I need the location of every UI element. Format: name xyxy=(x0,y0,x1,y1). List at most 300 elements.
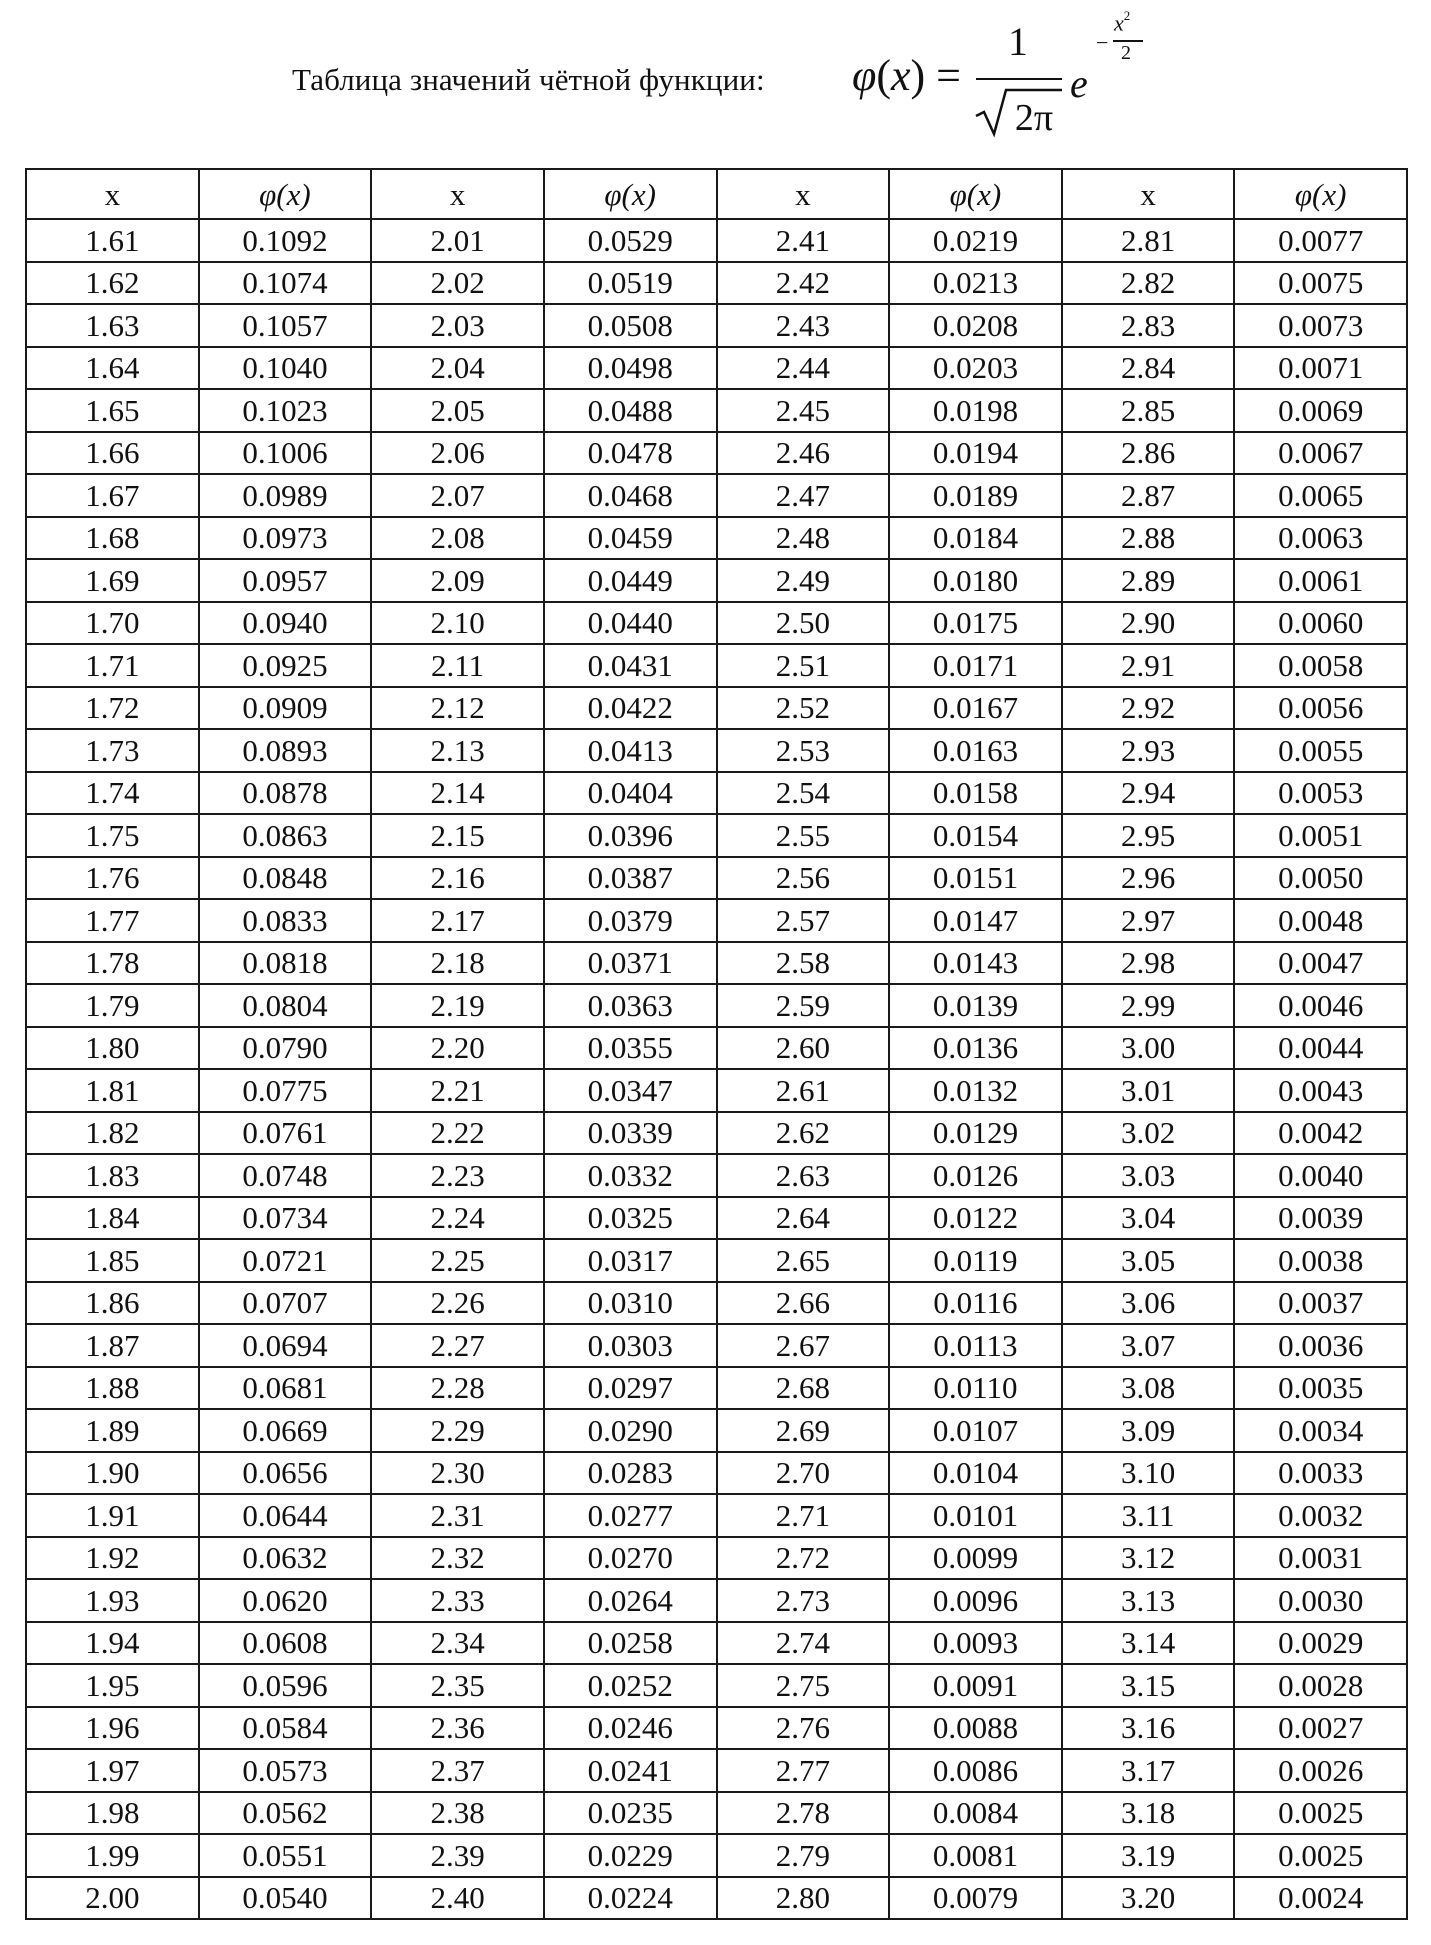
cell-phi: 0.0264 xyxy=(544,1579,717,1622)
cell-x: 2.41 xyxy=(717,219,890,262)
formula-numerator: 1 xyxy=(1008,19,1028,64)
cell-phi: 0.0488 xyxy=(544,389,717,432)
cell-x: 3.08 xyxy=(1062,1367,1235,1410)
cell-x: 2.89 xyxy=(1062,559,1235,602)
cell-phi: 0.0171 xyxy=(889,644,1062,687)
cell-phi: 0.0347 xyxy=(544,1069,717,1112)
table-row xyxy=(26,474,1407,517)
cell-x: 1.88 xyxy=(26,1367,199,1410)
cell-phi: 0.0096 xyxy=(889,1579,1062,1622)
cell-phi: 0.0093 xyxy=(889,1622,1062,1665)
table-row xyxy=(26,1622,1407,1665)
cell-x: 2.68 xyxy=(717,1367,890,1410)
table-row xyxy=(26,1282,1407,1325)
cell-x: 3.06 xyxy=(1062,1282,1235,1325)
cell-x: 2.90 xyxy=(1062,602,1235,645)
cell-x: 2.80 xyxy=(717,1877,890,1920)
cell-phi: 0.0025 xyxy=(1234,1792,1407,1835)
cell-x: 1.69 xyxy=(26,559,199,602)
cell-phi: 0.0303 xyxy=(544,1324,717,1367)
cell-phi: 0.0804 xyxy=(199,984,372,1027)
table-header-row xyxy=(26,169,1407,219)
cell-phi: 0.0058 xyxy=(1234,644,1407,687)
cell-x: 1.76 xyxy=(26,857,199,900)
cell-phi: 0.0099 xyxy=(889,1537,1062,1580)
cell-x: 2.19 xyxy=(371,984,544,1027)
cell-phi: 0.0042 xyxy=(1234,1112,1407,1155)
table-row xyxy=(26,1877,1407,1920)
cell-x: 2.05 xyxy=(371,389,544,432)
cell-phi: 0.0126 xyxy=(889,1154,1062,1197)
cell-phi: 0.0034 xyxy=(1234,1409,1407,1452)
cell-phi: 0.0038 xyxy=(1234,1239,1407,1282)
cell-phi: 0.0091 xyxy=(889,1664,1062,1707)
cell-x: 2.70 xyxy=(717,1452,890,1495)
cell-x: 2.61 xyxy=(717,1069,890,1112)
cell-x: 2.72 xyxy=(717,1537,890,1580)
cell-x: 1.89 xyxy=(26,1409,199,1452)
cell-x: 1.86 xyxy=(26,1282,199,1325)
cell-x: 2.99 xyxy=(1062,984,1235,1027)
cell-x: 2.79 xyxy=(717,1834,890,1877)
cell-phi: 0.0681 xyxy=(199,1367,372,1410)
formula-fraction-bar xyxy=(976,78,1062,80)
cell-x: 3.13 xyxy=(1062,1579,1235,1622)
cell-phi: 0.0863 xyxy=(199,814,372,857)
cell-x: 1.85 xyxy=(26,1239,199,1282)
cell-x: 1.90 xyxy=(26,1452,199,1495)
table-row xyxy=(26,1069,1407,1112)
cell-x: 3.17 xyxy=(1062,1749,1235,1792)
table-row xyxy=(26,559,1407,602)
cell-phi: 0.0551 xyxy=(199,1834,372,1877)
cell-phi: 0.0154 xyxy=(889,814,1062,857)
cell-x: 2.83 xyxy=(1062,304,1235,347)
cell-phi: 0.0139 xyxy=(889,984,1062,1027)
cell-x: 2.04 xyxy=(371,347,544,390)
cell-x: 1.99 xyxy=(26,1834,199,1877)
cell-phi: 0.0270 xyxy=(544,1537,717,1580)
cell-phi: 0.0031 xyxy=(1234,1537,1407,1580)
cell-x: 2.95 xyxy=(1062,814,1235,857)
table-row xyxy=(26,1664,1407,1707)
cell-x: 2.06 xyxy=(371,432,544,475)
cell-phi: 0.0180 xyxy=(889,559,1062,602)
cell-x: 2.58 xyxy=(717,942,890,985)
cell-x: 2.40 xyxy=(371,1877,544,1920)
cell-x: 2.46 xyxy=(717,432,890,475)
cell-x: 2.00 xyxy=(26,1877,199,1920)
header-x: x xyxy=(717,169,890,219)
cell-phi: 0.0848 xyxy=(199,857,372,900)
cell-phi: 0.0065 xyxy=(1234,474,1407,517)
cell-x: 3.12 xyxy=(1062,1537,1235,1580)
cell-x: 2.20 xyxy=(371,1027,544,1070)
cell-x: 1.74 xyxy=(26,772,199,815)
cell-phi: 0.0761 xyxy=(199,1112,372,1155)
table-row xyxy=(26,984,1407,1027)
cell-x: 3.05 xyxy=(1062,1239,1235,1282)
cell-phi: 0.0431 xyxy=(544,644,717,687)
cell-phi: 0.0116 xyxy=(889,1282,1062,1325)
table-row xyxy=(26,1834,1407,1877)
cell-phi: 0.0033 xyxy=(1234,1452,1407,1495)
cell-x: 2.07 xyxy=(371,474,544,517)
formula-func: φ xyxy=(852,51,877,100)
cell-x: 2.96 xyxy=(1062,857,1235,900)
page-title: Таблица значений чётной функции: xyxy=(292,62,765,97)
formula-exp-numerator xyxy=(1114,10,1130,36)
cell-phi: 0.0086 xyxy=(889,1749,1062,1792)
cell-phi: 0.0219 xyxy=(889,219,1062,262)
cell-x: 3.07 xyxy=(1062,1324,1235,1367)
cell-x: 2.10 xyxy=(371,602,544,645)
cell-phi: 0.0468 xyxy=(544,474,717,517)
cell-phi: 0.0067 xyxy=(1234,432,1407,475)
cell-x: 2.37 xyxy=(371,1749,544,1792)
cell-phi: 0.0110 xyxy=(889,1367,1062,1410)
cell-phi: 0.0459 xyxy=(544,517,717,560)
cell-phi: 0.0104 xyxy=(889,1452,1062,1495)
cell-phi: 0.0088 xyxy=(889,1707,1062,1750)
formula-denominator xyxy=(974,86,1064,138)
cell-phi: 0.0290 xyxy=(544,1409,717,1452)
cell-phi: 0.0332 xyxy=(544,1154,717,1197)
cell-x: 1.67 xyxy=(26,474,199,517)
cell-phi: 0.0167 xyxy=(889,687,1062,730)
table-row xyxy=(26,219,1407,262)
cell-phi: 0.1006 xyxy=(199,432,372,475)
cell-x: 2.29 xyxy=(371,1409,544,1452)
cell-phi: 0.0056 xyxy=(1234,687,1407,730)
cell-x: 1.81 xyxy=(26,1069,199,1112)
cell-x: 2.77 xyxy=(717,1749,890,1792)
cell-phi: 0.0077 xyxy=(1234,219,1407,262)
cell-phi: 0.1074 xyxy=(199,262,372,305)
cell-phi: 0.0818 xyxy=(199,942,372,985)
cell-x: 2.22 xyxy=(371,1112,544,1155)
cell-x: 2.33 xyxy=(371,1579,544,1622)
cell-phi: 0.0044 xyxy=(1234,1027,1407,1070)
table-row xyxy=(26,942,1407,985)
cell-phi: 0.0028 xyxy=(1234,1664,1407,1707)
cell-x: 2.71 xyxy=(717,1494,890,1537)
cell-phi: 0.0029 xyxy=(1234,1622,1407,1665)
cell-x: 1.75 xyxy=(26,814,199,857)
cell-phi: 0.0620 xyxy=(199,1579,372,1622)
cell-phi: 0.0508 xyxy=(544,304,717,347)
cell-x: 2.81 xyxy=(1062,219,1235,262)
cell-x: 1.77 xyxy=(26,899,199,942)
cell-phi: 0.0775 xyxy=(199,1069,372,1112)
cell-x: 2.94 xyxy=(1062,772,1235,815)
cell-x: 2.03 xyxy=(371,304,544,347)
formula-exp-sign: − xyxy=(1096,30,1109,55)
cell-phi: 0.0246 xyxy=(544,1707,717,1750)
cell-x: 2.98 xyxy=(1062,942,1235,985)
cell-phi: 0.0317 xyxy=(544,1239,717,1282)
cell-phi: 0.0241 xyxy=(544,1749,717,1792)
table-row xyxy=(26,517,1407,560)
cell-x: 3.19 xyxy=(1062,1834,1235,1877)
table-row xyxy=(26,602,1407,645)
table-row xyxy=(26,304,1407,347)
cell-phi: 0.0371 xyxy=(544,942,717,985)
cell-x: 3.10 xyxy=(1062,1452,1235,1495)
cell-phi: 0.0596 xyxy=(199,1664,372,1707)
cell-x: 2.27 xyxy=(371,1324,544,1367)
cell-x: 2.44 xyxy=(717,347,890,390)
cell-x: 2.67 xyxy=(717,1324,890,1367)
cell-x: 2.91 xyxy=(1062,644,1235,687)
cell-phi: 0.0073 xyxy=(1234,304,1407,347)
cell-phi: 0.0151 xyxy=(889,857,1062,900)
cell-x: 3.09 xyxy=(1062,1409,1235,1452)
cell-phi: 0.0379 xyxy=(544,899,717,942)
cell-x: 1.78 xyxy=(26,942,199,985)
cell-x: 2.73 xyxy=(717,1579,890,1622)
cell-x: 2.11 xyxy=(371,644,544,687)
cell-phi: 0.0363 xyxy=(544,984,717,1027)
cell-phi: 0.0355 xyxy=(544,1027,717,1070)
cell-x: 2.31 xyxy=(371,1494,544,1537)
cell-phi: 0.0132 xyxy=(889,1069,1062,1112)
table-row xyxy=(26,1154,1407,1197)
cell-x: 2.09 xyxy=(371,559,544,602)
cell-phi: 0.0213 xyxy=(889,262,1062,305)
cell-x: 1.98 xyxy=(26,1792,199,1835)
cell-phi: 0.0113 xyxy=(889,1324,1062,1367)
cell-x: 2.42 xyxy=(717,262,890,305)
cell-x: 2.08 xyxy=(371,517,544,560)
cell-phi: 0.0235 xyxy=(544,1792,717,1835)
cell-phi: 0.0208 xyxy=(889,304,1062,347)
cell-phi: 0.0584 xyxy=(199,1707,372,1750)
cell-x: 3.01 xyxy=(1062,1069,1235,1112)
table-row xyxy=(26,729,1407,772)
cell-x: 2.82 xyxy=(1062,262,1235,305)
sqrt-sign-icon xyxy=(974,86,1064,138)
formula-lhs: φ(x) = xyxy=(852,51,961,100)
cell-x: 2.49 xyxy=(717,559,890,602)
table-row xyxy=(26,1324,1407,1367)
table-row xyxy=(26,1792,1407,1835)
cell-phi: 0.0136 xyxy=(889,1027,1062,1070)
cell-x: 3.11 xyxy=(1062,1494,1235,1537)
cell-phi: 0.0229 xyxy=(544,1834,717,1877)
cell-phi: 0.0037 xyxy=(1234,1282,1407,1325)
cell-x: 2.51 xyxy=(717,644,890,687)
cell-phi: 0.0721 xyxy=(199,1239,372,1282)
cell-x: 1.73 xyxy=(26,729,199,772)
cell-phi: 0.0147 xyxy=(889,899,1062,942)
cell-x: 2.59 xyxy=(717,984,890,1027)
cell-phi: 0.0027 xyxy=(1234,1707,1407,1750)
cell-phi: 0.0656 xyxy=(199,1452,372,1495)
cell-phi: 0.0940 xyxy=(199,602,372,645)
cell-x: 2.93 xyxy=(1062,729,1235,772)
page-header xyxy=(0,0,1431,160)
cell-x: 2.30 xyxy=(371,1452,544,1495)
cell-x: 1.94 xyxy=(26,1622,199,1665)
table-row xyxy=(26,432,1407,475)
cell-x: 2.34 xyxy=(371,1622,544,1665)
cell-x: 1.82 xyxy=(26,1112,199,1155)
table-row xyxy=(26,814,1407,857)
cell-x: 2.15 xyxy=(371,814,544,857)
cell-x: 2.16 xyxy=(371,857,544,900)
header-x: x xyxy=(1062,169,1235,219)
table-row xyxy=(26,1239,1407,1282)
values-table xyxy=(25,168,1408,1920)
table-row xyxy=(26,347,1407,390)
cell-x: 1.61 xyxy=(26,219,199,262)
cell-x: 3.04 xyxy=(1062,1197,1235,1240)
cell-phi: 0.0957 xyxy=(199,559,372,602)
cell-phi: 0.0025 xyxy=(1234,1834,1407,1877)
cell-x: 2.18 xyxy=(371,942,544,985)
table-row xyxy=(26,1537,1407,1580)
cell-x: 2.55 xyxy=(717,814,890,857)
cell-phi: 0.0573 xyxy=(199,1749,372,1792)
cell-phi: 0.1057 xyxy=(199,304,372,347)
cell-phi: 0.0198 xyxy=(889,389,1062,432)
cell-x: 1.91 xyxy=(26,1494,199,1537)
cell-phi: 0.0050 xyxy=(1234,857,1407,900)
cell-x: 2.87 xyxy=(1062,474,1235,517)
cell-phi: 0.0081 xyxy=(889,1834,1062,1877)
cell-x: 2.76 xyxy=(717,1707,890,1750)
header-phi: φ(x) xyxy=(544,169,717,219)
cell-phi: 0.0194 xyxy=(889,432,1062,475)
cell-phi: 0.0669 xyxy=(199,1409,372,1452)
formula-exp-denominator: 2 xyxy=(1121,42,1131,64)
table-row xyxy=(26,1494,1407,1537)
cell-x: 1.71 xyxy=(26,644,199,687)
cell-phi: 0.0043 xyxy=(1234,1069,1407,1112)
cell-phi: 0.0707 xyxy=(199,1282,372,1325)
cell-x: 2.02 xyxy=(371,262,544,305)
cell-phi: 0.0258 xyxy=(544,1622,717,1665)
table-row xyxy=(26,1197,1407,1240)
cell-x: 3.15 xyxy=(1062,1664,1235,1707)
cell-x: 2.66 xyxy=(717,1282,890,1325)
cell-x: 2.97 xyxy=(1062,899,1235,942)
cell-phi: 0.0035 xyxy=(1234,1367,1407,1410)
table-row xyxy=(26,644,1407,687)
cell-phi: 0.0310 xyxy=(544,1282,717,1325)
cell-x: 2.26 xyxy=(371,1282,544,1325)
cell-x: 1.62 xyxy=(26,262,199,305)
cell-phi: 0.0048 xyxy=(1234,899,1407,942)
header-phi: φ(x) xyxy=(1234,169,1407,219)
cell-phi: 0.1040 xyxy=(199,347,372,390)
cell-x: 1.84 xyxy=(26,1197,199,1240)
cell-x: 2.35 xyxy=(371,1664,544,1707)
cell-phi: 0.0252 xyxy=(544,1664,717,1707)
cell-phi: 0.0024 xyxy=(1234,1877,1407,1920)
cell-x: 3.20 xyxy=(1062,1877,1235,1920)
cell-phi: 0.0061 xyxy=(1234,559,1407,602)
cell-phi: 0.0498 xyxy=(544,347,717,390)
cell-phi: 0.0413 xyxy=(544,729,717,772)
table-row xyxy=(26,1707,1407,1750)
cell-phi: 0.0039 xyxy=(1234,1197,1407,1240)
cell-phi: 0.0071 xyxy=(1234,347,1407,390)
cell-x: 2.63 xyxy=(717,1154,890,1197)
cell-phi: 0.0143 xyxy=(889,942,1062,985)
cell-phi: 0.0973 xyxy=(199,517,372,560)
cell-x: 2.14 xyxy=(371,772,544,815)
cell-phi: 0.0632 xyxy=(199,1537,372,1580)
cell-x: 2.17 xyxy=(371,899,544,942)
cell-phi: 0.0909 xyxy=(199,687,372,730)
table-row xyxy=(26,262,1407,305)
cell-x: 2.57 xyxy=(717,899,890,942)
cell-phi: 0.0101 xyxy=(889,1494,1062,1537)
cell-x: 3.18 xyxy=(1062,1792,1235,1835)
cell-phi: 0.0032 xyxy=(1234,1494,1407,1537)
table-row xyxy=(26,772,1407,815)
cell-x: 2.01 xyxy=(371,219,544,262)
cell-x: 1.72 xyxy=(26,687,199,730)
cell-phi: 0.0449 xyxy=(544,559,717,602)
cell-phi: 0.0925 xyxy=(199,644,372,687)
cell-phi: 0.0040 xyxy=(1234,1154,1407,1197)
cell-phi: 0.0053 xyxy=(1234,772,1407,815)
cell-phi: 0.0608 xyxy=(199,1622,372,1665)
table-row xyxy=(26,1027,1407,1070)
cell-phi: 0.0129 xyxy=(889,1112,1062,1155)
cell-x: 2.38 xyxy=(371,1792,544,1835)
cell-x: 2.74 xyxy=(717,1622,890,1665)
cell-x: 2.53 xyxy=(717,729,890,772)
cell-phi: 0.0989 xyxy=(199,474,372,517)
cell-phi: 0.0297 xyxy=(544,1367,717,1410)
cell-x: 1.97 xyxy=(26,1749,199,1792)
cell-x: 2.60 xyxy=(717,1027,890,1070)
cell-phi: 0.0084 xyxy=(889,1792,1062,1835)
cell-x: 1.92 xyxy=(26,1537,199,1580)
table-row xyxy=(26,1409,1407,1452)
cell-x: 3.16 xyxy=(1062,1707,1235,1750)
cell-phi: 0.0036 xyxy=(1234,1324,1407,1367)
cell-phi: 0.0790 xyxy=(199,1027,372,1070)
cell-phi: 0.0224 xyxy=(544,1877,717,1920)
cell-phi: 0.0163 xyxy=(889,729,1062,772)
cell-phi: 0.0047 xyxy=(1234,942,1407,985)
formula-exponent xyxy=(1096,10,1156,80)
cell-phi: 0.0644 xyxy=(199,1494,372,1537)
cell-x: 2.12 xyxy=(371,687,544,730)
cell-x: 2.45 xyxy=(717,389,890,432)
cell-x: 2.24 xyxy=(371,1197,544,1240)
table-row xyxy=(26,1749,1407,1792)
table-row xyxy=(26,1112,1407,1155)
table-row xyxy=(26,1367,1407,1410)
cell-x: 2.32 xyxy=(371,1537,544,1580)
cell-x: 2.21 xyxy=(371,1069,544,1112)
cell-phi: 0.1023 xyxy=(199,389,372,432)
cell-x: 2.39 xyxy=(371,1834,544,1877)
table-row xyxy=(26,389,1407,432)
cell-x: 1.79 xyxy=(26,984,199,1027)
cell-x: 1.64 xyxy=(26,347,199,390)
cell-phi: 0.0422 xyxy=(544,687,717,730)
cell-phi: 0.0055 xyxy=(1234,729,1407,772)
cell-x: 2.13 xyxy=(371,729,544,772)
cell-phi: 0.0107 xyxy=(889,1409,1062,1452)
